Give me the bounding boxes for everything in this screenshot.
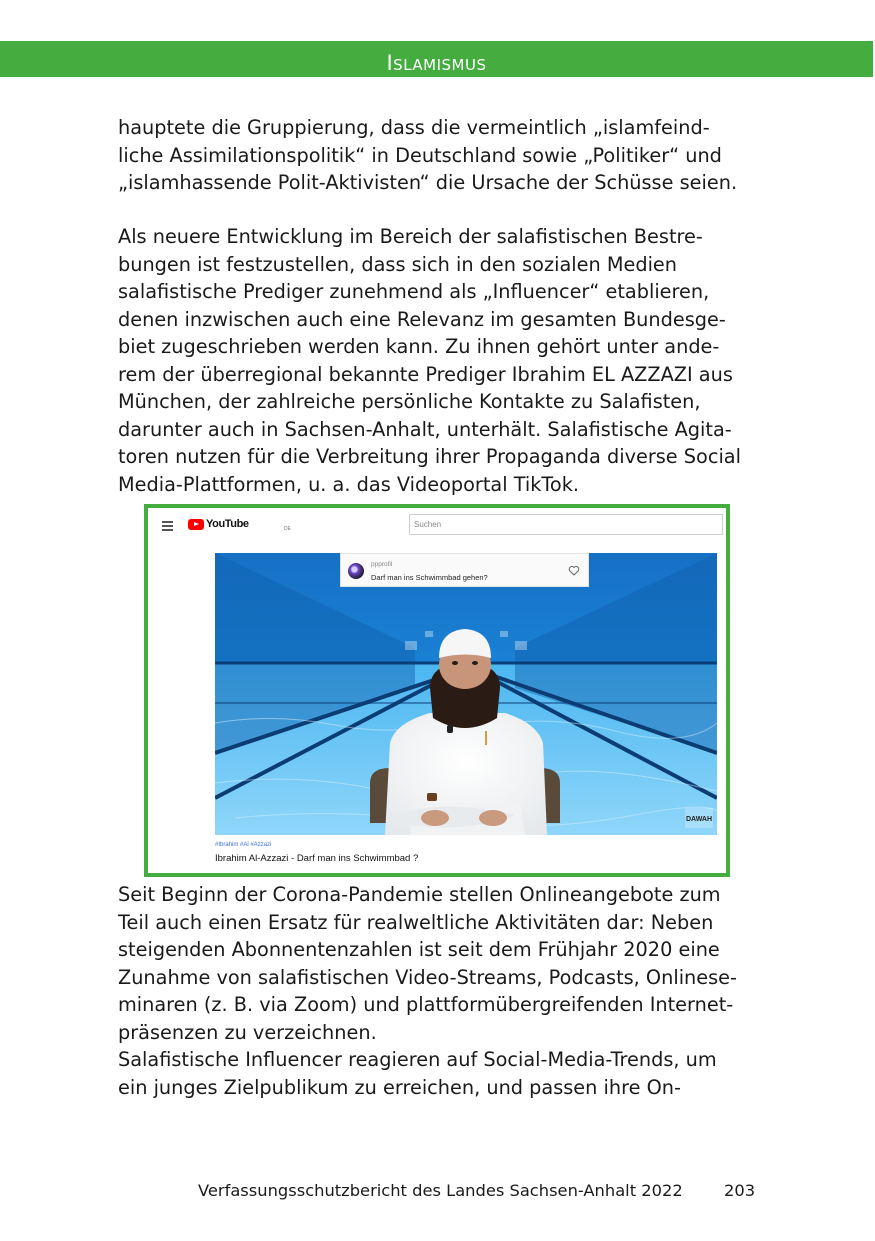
heart-icon[interactable] [568,565,580,576]
channel-watermark: DAWAH [685,816,713,823]
youtube-screenshot-figure [144,504,730,877]
footer-source: Verfassungsschutzbericht des Landes Sachsen-Anhalt 2022 [198,1181,683,1200]
section-header-bar [0,41,873,77]
comment-text: Darf man ins Schwimmbad gehen? [371,573,488,582]
comment-username: ppprofil [371,561,393,568]
avatar [348,563,364,579]
body-paragraph-1: hauptete die Gruppierung, dass die vermeintlich „islamfeind- liche Assimilationspolitik“ in Deutschland sowie „Politiker“ und „islamhassende Polit-Aktivisten“ die Ursache der Schüsse seien. [118,116,738,194]
body-paragraph-3: Seit Beginn der Corona-Pandemie stellen Onlineangebote zum Teil auch einen Ersatz für realweltliche Aktivitäten dar: Neben steigenden Abonnentenzahlen ist seit dem Frühjahr 2020 eine Zunahme von salafistischen Video-Streams, Podcasts, Onlinese- minaren (z. B. via Zoom) und plattformübergreifenden Internet- präsenzen zu verzeichnen. [118,883,737,1044]
pool-scene-illustration [215,553,717,835]
youtube-wordmark: YouTube [206,518,249,530]
body-paragraph-4: Salafistische Influencer reagieren auf Social-Media-Trends, um ein junges Zielpublikum zu erreichen, und passen ihre On- [118,1048,717,1099]
comment-overlay [340,553,589,587]
section-title: Islamismus [386,51,487,75]
youtube-top-bar [148,508,726,542]
body-paragraph-2: Als neuere Entwicklung im Bereich der salafistischen Bestre- bungen ist festzustellen, dass sich in den sozialen Medien salafistische Prediger zunehmend als „Influencer“ etablieren, denen inzwischen auch eine Relevanz im gesamten Bundesge- biet zugeschrieben werden kann. Zu ihnen gehört unter ande- rem der überregional bekannte Prediger Ibrahim EL AZZAZI aus München, der zahlreiche persönliche Kontakte zu Salafisten, darunter auch in Sachsen-Anhalt, unterhält. Salafistische Agita- toren nutzen für die Verbreitung ihrer Propaganda diverse Social Media-Plattformen, u. a. das Videoportal TikTok. [118,225,741,496]
region-code: DE [284,526,291,532]
video-frame[interactable] [215,553,717,835]
video-hashtags[interactable]: #Ibrahim #Al #Azzazi [215,842,272,848]
video-title[interactable]: Ibrahim Al-Azzazi - Darf man ins Schwimmbad ? [215,853,419,864]
youtube-play-icon [188,519,204,530]
page-number: 203 [724,1181,756,1200]
search-input[interactable]: Suchen [409,514,723,535]
hamburger-menu-icon[interactable] [162,521,173,530]
